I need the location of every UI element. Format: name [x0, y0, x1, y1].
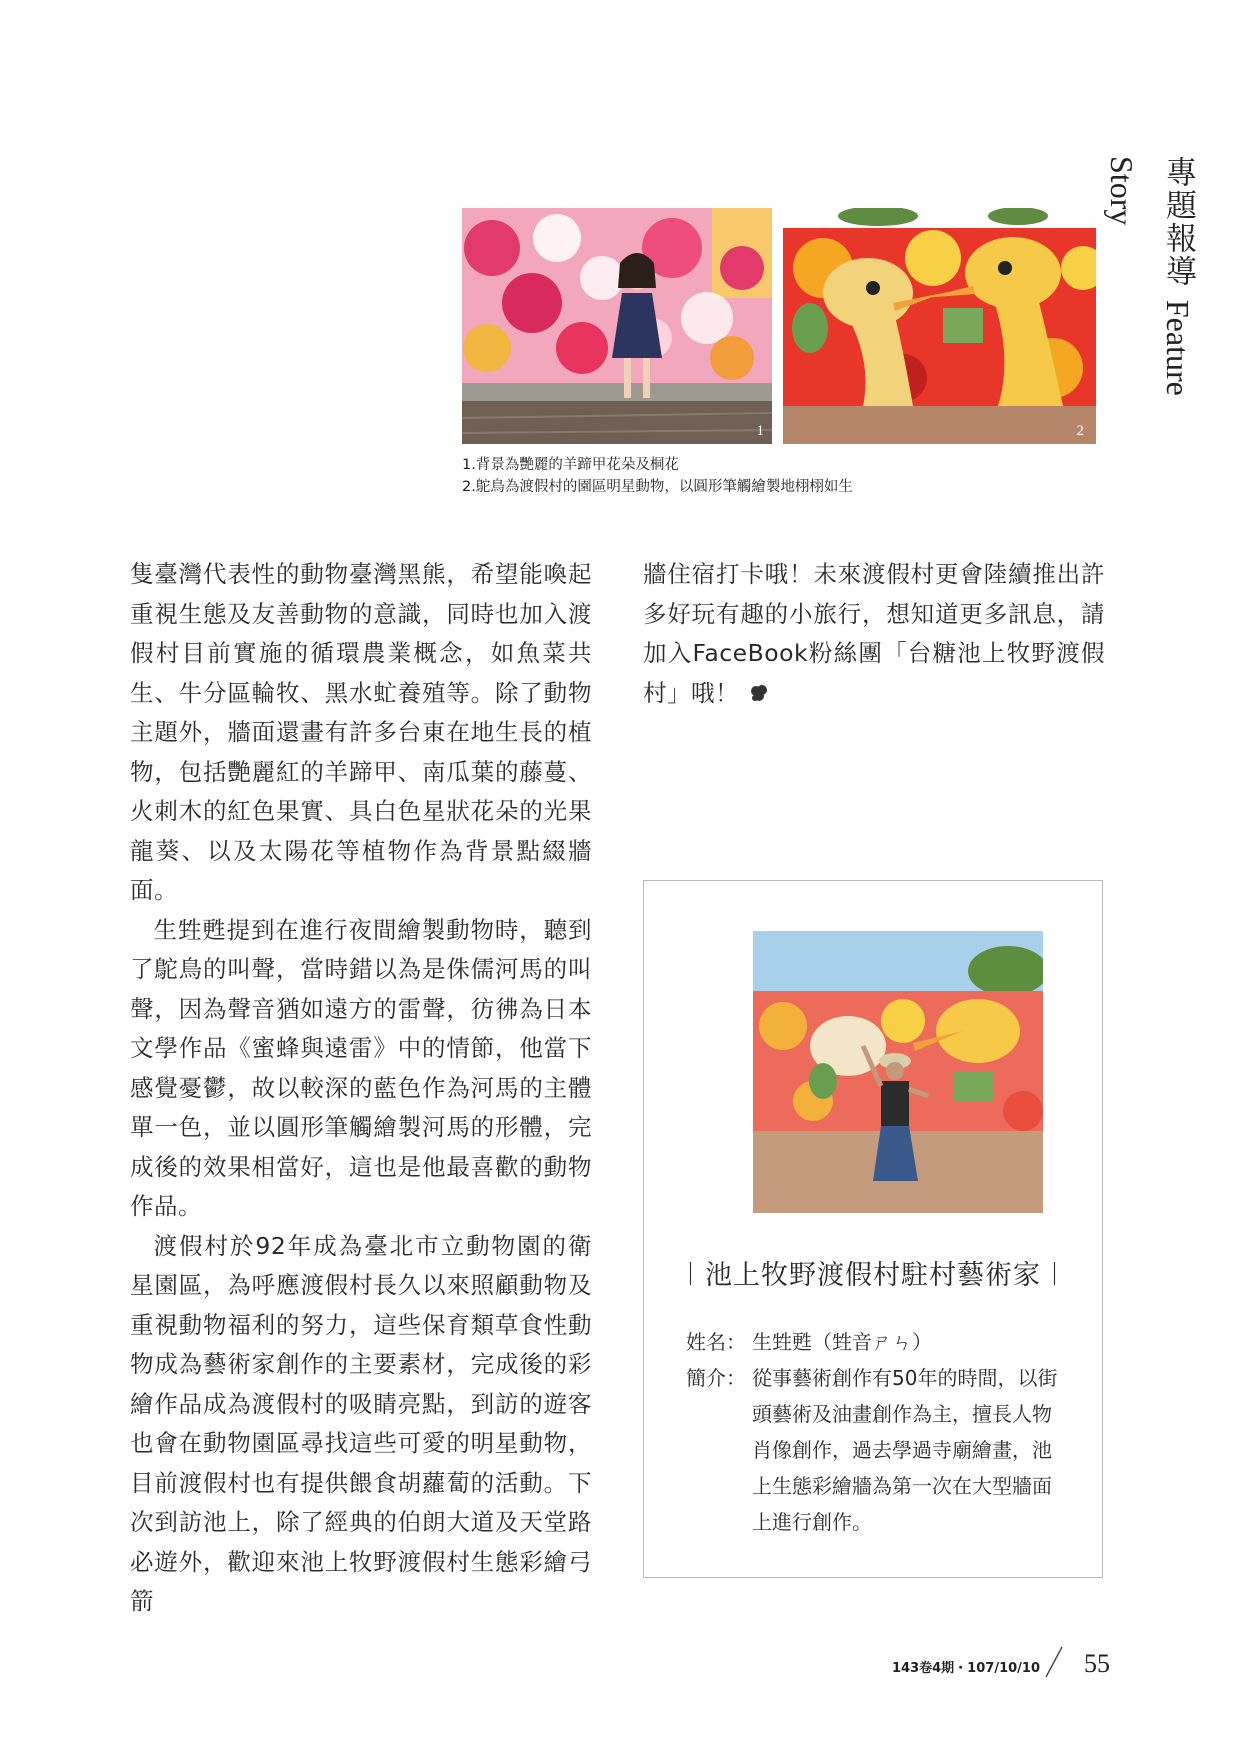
- artist-info: [686, 1324, 1066, 1540]
- paragraph-text: 牆住宿打卡哦！未來渡假村更會陸續推出許多好玩有趣的小旅行，想知道更多訊息，請加入FaceBook粉絲團「台糖池上牧野渡假村」哦！: [643, 560, 1105, 707]
- page-number: 55: [1084, 1649, 1110, 1678]
- photo-number: 2: [1076, 423, 1084, 439]
- end-mark-icon: [749, 677, 769, 717]
- bio-label: 簡介：: [686, 1366, 746, 1390]
- photo-captions: [462, 454, 1062, 498]
- issue-info: 143卷4期・107/10/10: [892, 1661, 1040, 1676]
- photo-floral-mural: [462, 208, 772, 444]
- photo-ostrich-mural: [783, 208, 1096, 444]
- bio-value: 從事藝術創作有50年的時間，以街頭藝術及油畫創作為主，擅長人物肖像創作，過去學過寺廟繪畫，池上生態彩繪牆為第一次在大型牆面上進行創作。: [752, 1366, 1058, 1534]
- section-header: [1104, 156, 1206, 446]
- name-label: 姓名：: [686, 1330, 746, 1354]
- photo-number: 1: [756, 423, 764, 439]
- photo-artist: [753, 931, 1043, 1213]
- left-column: [130, 555, 592, 1622]
- paragraph: 生甡甦提到在進行夜間繪製動物時，聽到了鴕鳥的叫聲，當時錯以為是侏儒河馬的叫聲，因為聲音猶如遠方的雷聲，彷彿為日本文學作品《蜜蜂與遠雷》中的情節，他當下感覺憂鬱，故以較深的藍色作為河馬的主體單一色，並以圓形筆觸繪製河馬的形體，完成後的效果相當好，這也是他最喜歡的動物作品。: [130, 915, 592, 1220]
- paragraph: 渡假村於92年成為臺北市立動物園的衛星園區，為呼應渡假村長久以來照顧動物及重視動物福利的努力，這些保育類草食性動物成為藝術家創作的主要素材，完成後的彩繪作品成為渡假村的吸睛亮點，到訪的遊客也會在動物園區尋找這些可愛的明星動物，目前渡假村也有提供餵食胡蘿蔔的活動。下次到訪池上，除了經典的伯朗大道及天堂路必遊外，歡迎來池上牧野渡假村生態彩繪弓箭: [130, 1231, 592, 1615]
- name-value: 生甡甦（甡音ㄕㄣ）: [752, 1330, 932, 1354]
- artist-bio-row: [686, 1360, 1066, 1540]
- paragraph: [643, 555, 1105, 716]
- paragraph: 隻臺灣代表性的動物臺灣黑熊，希望能喚起重視生態及友善動物的意識，同時也加入渡假村目前實施的循環農業概念，如魚菜共生、牛分區輪牧、黑水虻養殖等。除了動物主題外，牆面還畫有許多台東在地生長的植物，包括艷麗紅的羊蹄甲、南瓜葉的藤蔓、火刺木的紅色果實、具白色星狀花朵的光果龍葵、以及太陽花等植物作為背景點綴牆面。: [130, 560, 592, 904]
- section-title-en: Feature Story: [1104, 156, 1196, 396]
- artist-box-title: ︱池上牧野渡假村駐村藝術家︱: [677, 1260, 1069, 1291]
- section-title-zh: 專題報導: [1160, 156, 1196, 288]
- artist-name-row: [686, 1324, 1066, 1360]
- right-column: [643, 555, 1105, 716]
- caption-2: 2.鴕鳥為渡假村的園區明星動物，以圓形筆觸繪製地栩栩如生: [462, 479, 853, 495]
- page-footer: [880, 1645, 1110, 1685]
- caption-1: 1.背景為艷麗的羊蹄甲花朵及桐花: [462, 457, 679, 473]
- artist-info-box: [643, 880, 1103, 1578]
- footer-divider: [1044, 1645, 1064, 1683]
